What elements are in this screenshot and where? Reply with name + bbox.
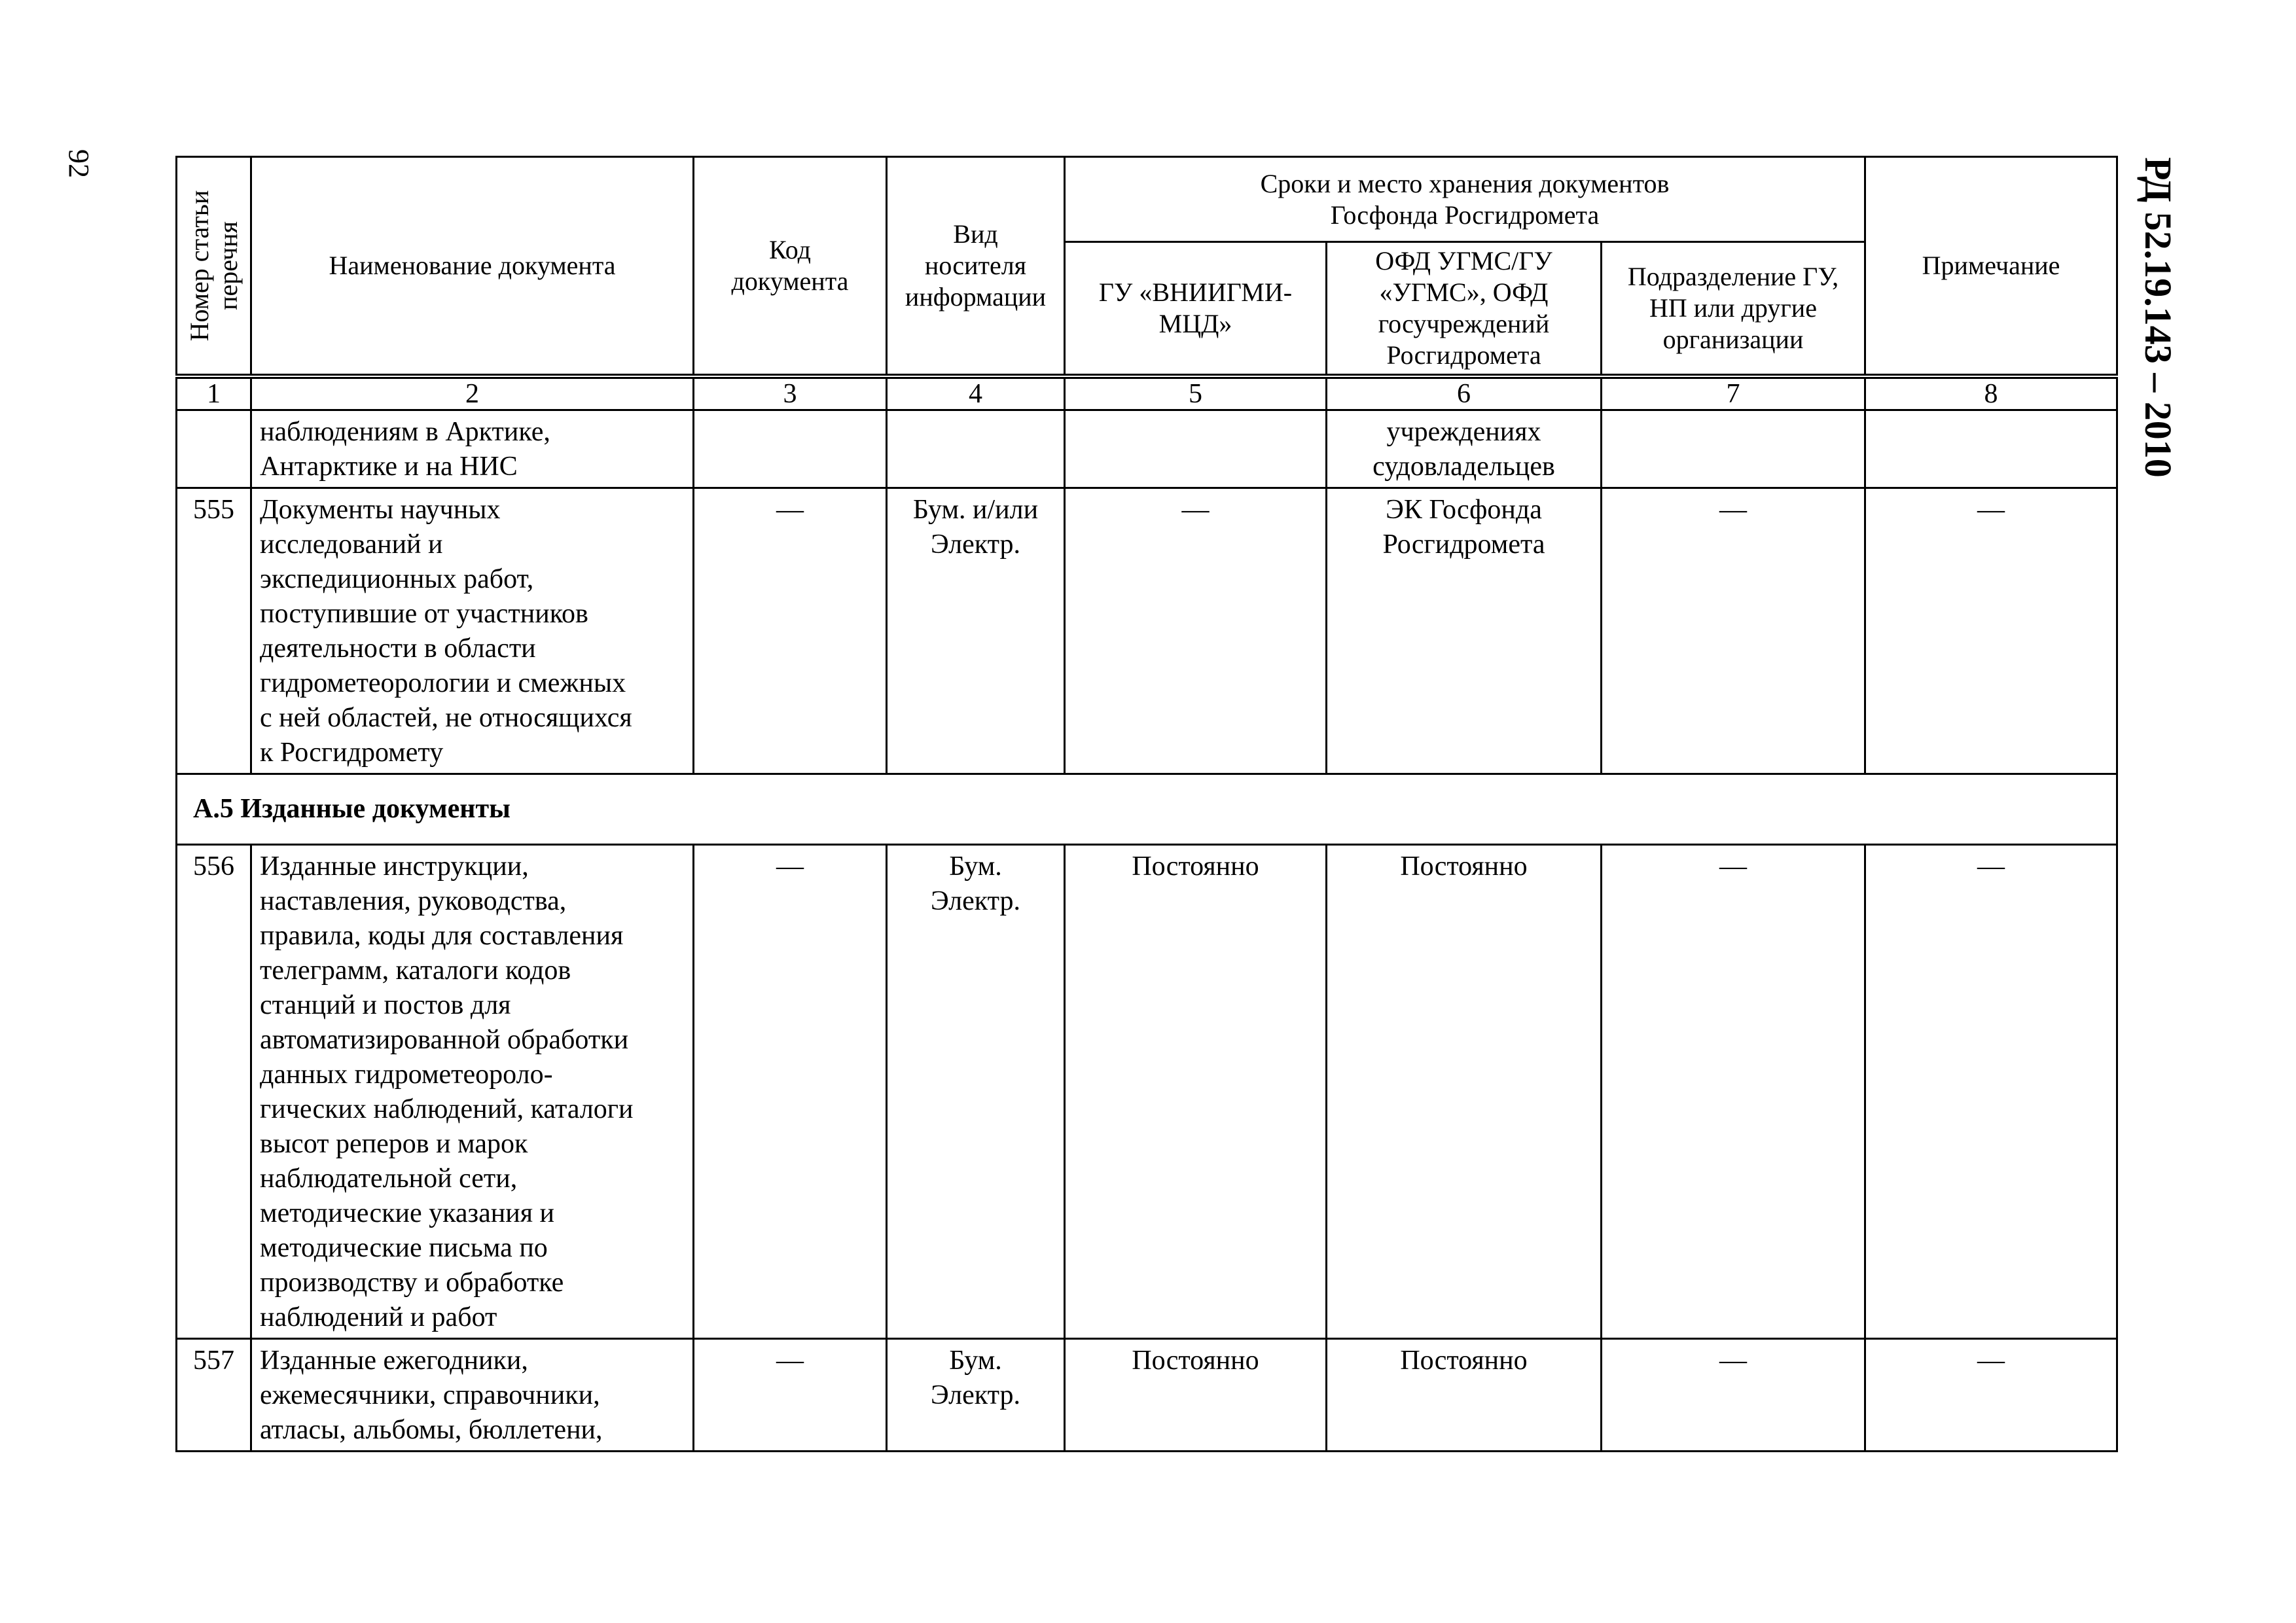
document-code: — [694, 845, 887, 1339]
page-number: 92 [63, 149, 95, 178]
column-number: 7 [1602, 376, 1865, 410]
vniigmi-storage: Постоянно [1065, 845, 1327, 1339]
section-title: А.5 Изданные документы [177, 774, 2117, 845]
header-note: Примечание [1865, 157, 2117, 377]
header-vniigmi: ГУ «ВНИИГМИ- МЦД» [1065, 242, 1327, 377]
header-article-number [177, 157, 251, 377]
header-document-code: Код документа [694, 157, 887, 377]
division-storage [1602, 410, 1865, 488]
header-carrier-type: Вид носителя информации [887, 157, 1065, 377]
table-row [177, 1339, 2117, 1452]
header-document-name: Наименование документа [251, 157, 694, 377]
section-row [177, 774, 2117, 845]
document-code [694, 410, 887, 488]
document-code: — [694, 1339, 887, 1452]
article-number: 557 [177, 1339, 251, 1452]
header-article-number-label: Номер статьи перечня [184, 190, 243, 342]
carrier-type [887, 410, 1065, 488]
column-number: 8 [1865, 376, 2117, 410]
carrier-type: Бум. Электр. [887, 1339, 1065, 1452]
article-number [177, 410, 251, 488]
note: — [1865, 488, 2117, 774]
carrier-type: Бум. и/или Электр. [887, 488, 1065, 774]
document-name: наблюдениям в Арктике, Антарктике и на НИС [251, 410, 694, 488]
table-row [177, 410, 2117, 488]
carrier-type: Бум. Электр. [887, 845, 1065, 1339]
document-name: Изданные ежегодники, ежемесячники, справочники, атласы, альбомы, бюллетени, [251, 1339, 694, 1452]
table-row [177, 845, 2117, 1339]
document-name: Документы научных исследований и экспедиционных работ, поступившие от участников деятельности в области гидрометеорологии и смежных с ней областей, не относящихся к Росгидромету [251, 488, 694, 774]
column-number: 6 [1327, 376, 1602, 410]
header-ofd: ОФД УГМС/ГУ «УГМС», ОФД госучреждений Росгидромета [1327, 242, 1602, 377]
ofd-storage: ЭК Госфонда Росгидромета [1327, 488, 1602, 774]
table-row [177, 488, 2117, 774]
document-code: РД 52.19.143 – 2010 [2137, 157, 2179, 478]
vniigmi-storage: Постоянно [1065, 1339, 1327, 1452]
division-storage: — [1602, 488, 1865, 774]
vniigmi-storage [1065, 410, 1327, 488]
column-number: 5 [1065, 376, 1327, 410]
ofd-storage: Постоянно [1327, 845, 1602, 1339]
ofd-storage: учреждениях судовладельцев [1327, 410, 1602, 488]
column-number-row [177, 376, 2117, 410]
document-code: — [694, 488, 887, 774]
column-number: 4 [887, 376, 1065, 410]
division-storage: — [1602, 845, 1865, 1339]
header-storage-group: Сроки и место хранения документов Госфонда Росгидромета [1065, 157, 1865, 242]
header-division: Подразделение ГУ, НП или другие организации [1602, 242, 1865, 377]
note: — [1865, 845, 2117, 1339]
records-table [175, 156, 2118, 1452]
note [1865, 410, 2117, 488]
note: — [1865, 1339, 2117, 1452]
article-number: 555 [177, 488, 251, 774]
article-number: 556 [177, 845, 251, 1339]
column-number: 2 [251, 376, 694, 410]
column-number: 3 [694, 376, 887, 410]
document-name: Изданные инструкции, наставления, руководства, правила, коды для составления телеграмм, каталоги кодов станций и постов для автоматизированной обработки данных гидрометеороло- гических наблюдений, каталоги высот реперов и марок наблюдательной сети, методические указания и методические письма по производству и обработке наблюдений и работ [251, 845, 694, 1339]
ofd-storage: Постоянно [1327, 1339, 1602, 1452]
division-storage: — [1602, 1339, 1865, 1452]
column-number: 1 [177, 376, 251, 410]
vniigmi-storage: — [1065, 488, 1327, 774]
